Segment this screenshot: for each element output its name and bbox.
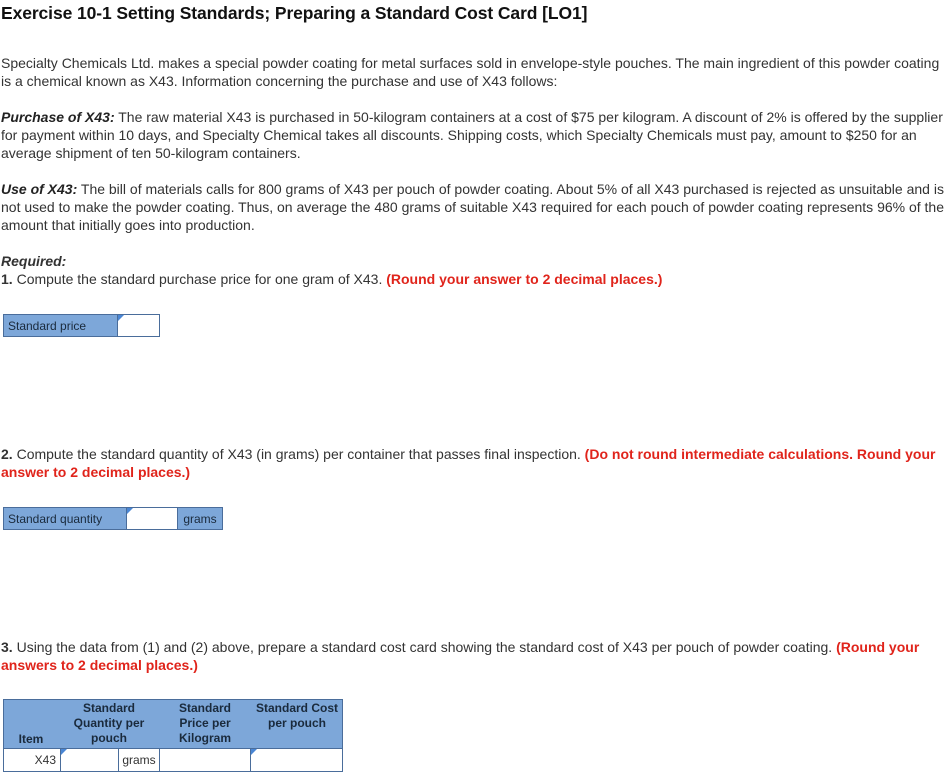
question-1 (1, 270, 946, 288)
question-1-number: 1. (1, 271, 13, 287)
row-cost-input[interactable] (251, 749, 342, 771)
use-paragraph (1, 180, 946, 234)
question-3-text: Using the data from (1) and (2) above, prepare a standard cost card showing the standard cost of X43 per pouch of powder coating. (12, 639, 837, 655)
question-2 (1, 445, 946, 481)
header-standard-quantity: Standard Quantity per pouch (73, 701, 145, 745)
intro-paragraph: Specialty Chemicals Ltd. makes a special powder coating for metal surfaces sold in envelope-style pouches. The main ingredient of this powder coating is a chemical known as X43. Information concerning the purchase and use of X43 follows: (1, 55, 940, 89)
row-item-x43: X43 (3, 748, 61, 772)
row-quantity-input[interactable] (61, 749, 118, 771)
standard-quantity-input[interactable] (127, 508, 177, 529)
question-2-note: (Do not round intermediate calculations. Round your answer to 2 decimal places.) (1, 446, 936, 480)
question-2-text: Compute the standard quantity of X43 (in grams) per container that passes final inspection. (12, 446, 585, 462)
required-label: Required: (1, 253, 67, 269)
page-title: Exercise 10-1 Setting Standards; Preparing a Standard Cost Card [LO1] (1, 3, 588, 23)
question-1-text: Compute the standard purchase price for one gram of X43. (12, 271, 387, 287)
purchase-text: The raw material X43 is purchased in 50-kilogram containers at a cost of $75 per kilogram. A discount of 2% is offered by the supplier for payment within 10 days, and Specialty Chemical takes all discounts. Shipping costs, which Specialty Chemicals must pay, amount to $250 for an average shipment of ten 50-kilogram containers. (1, 109, 943, 161)
header-item: Item (18, 732, 44, 746)
row-quantity-field[interactable] (60, 748, 119, 772)
standard-price-field[interactable] (117, 314, 160, 337)
question-3 (1, 638, 946, 674)
row-quantity-unit: grams (118, 748, 160, 772)
standard-price-input[interactable] (118, 315, 159, 336)
purchase-heading: Purchase of X43: (1, 109, 115, 125)
use-heading: Use of X43: (1, 181, 78, 197)
question-3-number: 3. (1, 639, 13, 655)
question-2-number: 2. (1, 446, 13, 462)
standard-cost-card-table (3, 699, 343, 772)
header-standard-price: Standard Price per Kilogram (178, 701, 231, 745)
purchase-paragraph (1, 108, 946, 162)
row-price-field[interactable] (159, 748, 251, 772)
standard-price-label: Standard price (3, 314, 118, 337)
standard-quantity-field[interactable] (126, 507, 178, 530)
header-standard-cost: Standard Cost per pouch (255, 701, 338, 730)
question-1-note: (Round your answer to 2 decimal places.) (386, 271, 663, 287)
standard-quantity-label: Standard quantity (3, 507, 127, 530)
row-price-input[interactable] (160, 749, 250, 771)
standard-quantity-unit: grams (177, 507, 223, 530)
use-text: The bill of materials calls for 800 grams of X43 per pouch of powder coating. About 5% of all X43 purchased is rejected as unsuitable and is not used to make the powder coating. Thus, on average the 480 grams of suitable X43 required for each pouch of powder coating represents 96% of the amount that initially goes into production. (1, 181, 945, 233)
row-cost-field[interactable] (250, 748, 343, 772)
question-3-note: (Round your answers to 2 decimal places.) (1, 639, 920, 673)
